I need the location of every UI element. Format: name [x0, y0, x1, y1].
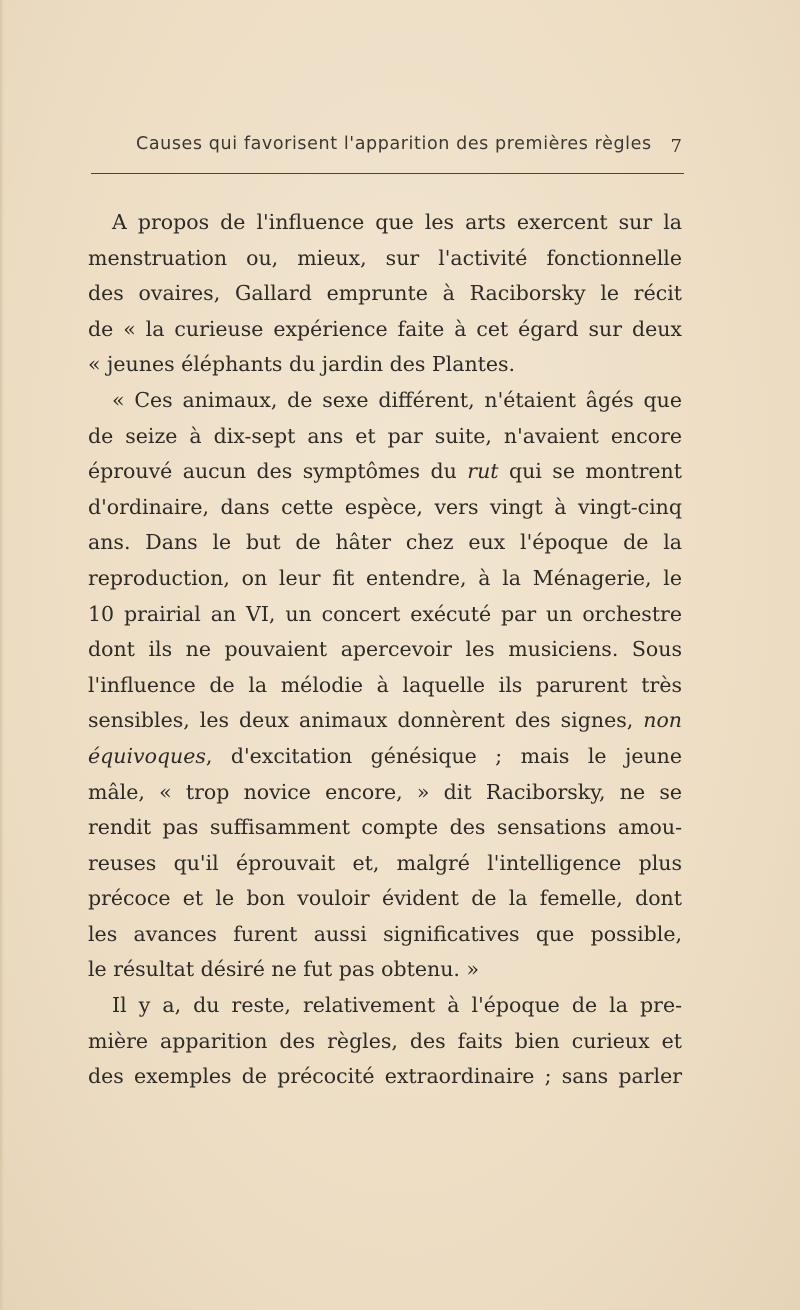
- page-number: 7: [670, 136, 682, 157]
- page-edge-shadow: [0, 0, 4, 1310]
- text-line: d'ordinaire, dans cette espèce, vers vingt à vingt-cinq: [88, 494, 682, 519]
- text-line: rendit pas suffisamment compte des sensations amou-: [88, 815, 682, 840]
- text-line: Il y a, du reste, relativement à l'époque de la pre-: [112, 993, 682, 1018]
- text-line: éprouvé aucun des symptômes du rut qui se montrent: [88, 459, 682, 484]
- text-line: menstruation ou, mieux, sur l'activité fonctionnelle: [88, 245, 682, 270]
- text-line: l'influence de la mélodie à laquelle ils parurent très: [88, 672, 682, 697]
- body-text: [88, 205, 682, 1095]
- text-line: équivoques, d'excitation génésique ; mais le jeune: [88, 743, 682, 768]
- text-line: de « la curieuse expérience faite à cet égard sur deux: [88, 316, 682, 341]
- header-rule: [91, 173, 684, 174]
- text-line: 10 prairial an VI, un concert exécuté par un orchestre: [88, 601, 682, 626]
- text-line: précoce et le bon vouloir évident de la femelle, dont: [88, 886, 682, 911]
- text-line: des ovaires, Gallard emprunte à Raciborsky le récit: [88, 281, 682, 306]
- text-line: mâle, « trop novice encore, » dit Raciborsky, ne se: [88, 779, 682, 804]
- text-line: dont ils ne pouvaient apercevoir les musiciens. Sous: [88, 637, 682, 662]
- running-head: [88, 134, 692, 162]
- text-line: « jeunes éléphants du jardin des Plantes.: [88, 352, 516, 377]
- text-line: sensibles, les deux animaux donnèrent des signes, non: [88, 708, 682, 733]
- text-line: ans. Dans le but de hâter chez eux l'époque de la: [88, 530, 682, 555]
- text-line: des exemples de précocité extraordinaire ; sans parler: [88, 1064, 682, 1089]
- running-title: Causes qui favorisent l'apparition des premières règles: [136, 134, 652, 154]
- text-line: de seize à dix-sept ans et par suite, n'avaient encore: [88, 423, 682, 448]
- text-line: reuses qu'il éprouvait et, malgré l'intelligence plus: [88, 850, 682, 875]
- text-line: « Ces animaux, de sexe différent, n'étaient âgés que: [112, 387, 682, 412]
- text-line: le résultat désiré ne fut pas obtenu. »: [88, 957, 480, 982]
- text-line: A propos de l'influence que les arts exercent sur la: [112, 210, 682, 234]
- text-line: les avances furent aussi significatives que possible,: [88, 921, 682, 946]
- text-line: reproduction, on leur fit entendre, à la Ménagerie, le: [88, 565, 682, 590]
- text-line: mière apparition des règles, des faits bien curieux et: [88, 1028, 682, 1053]
